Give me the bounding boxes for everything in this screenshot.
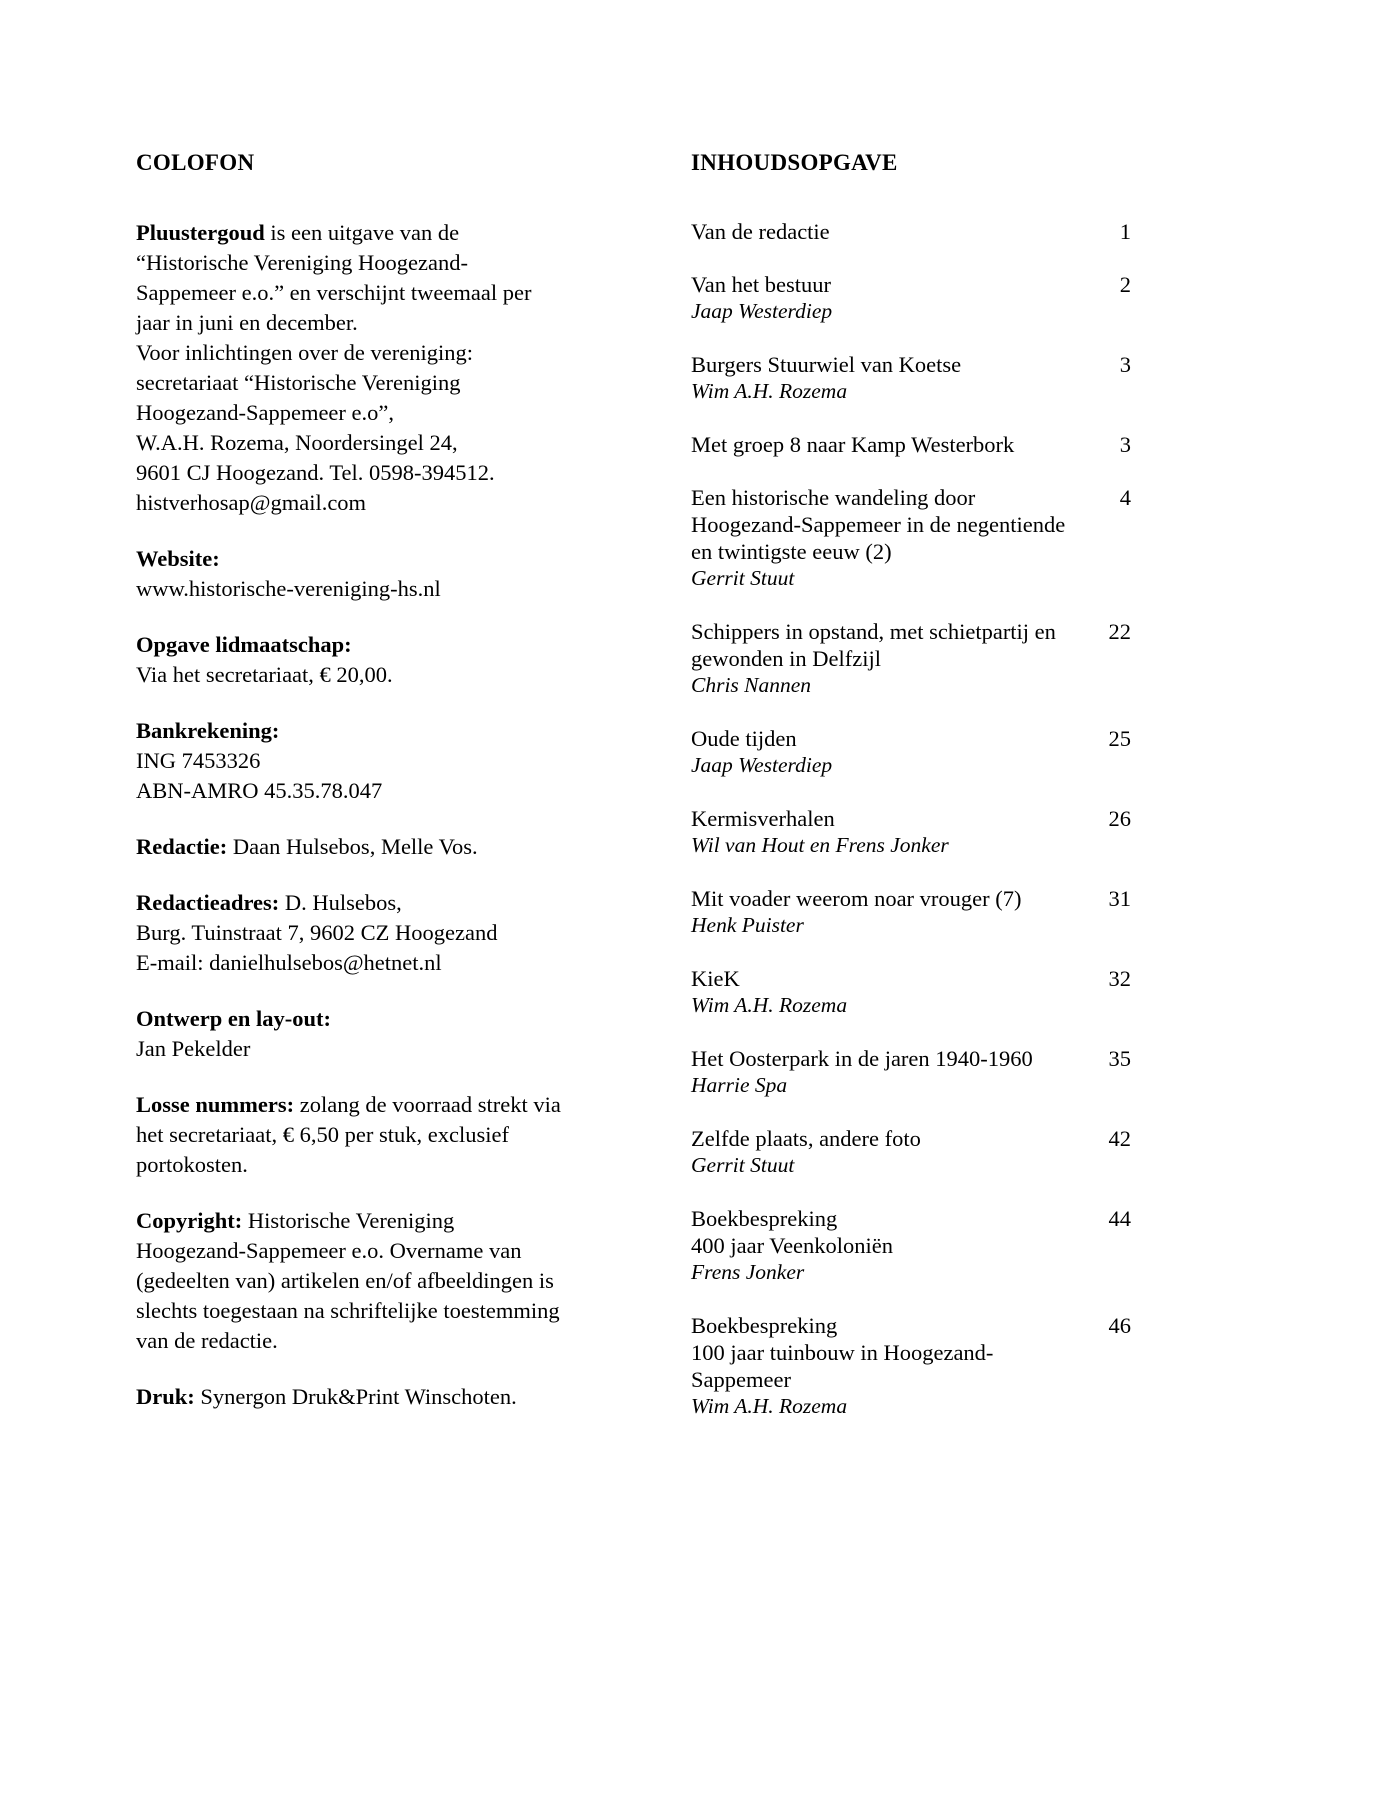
bank-line: ABN-AMRO 45.35.78.047 xyxy=(136,778,383,803)
toc-entry[interactable] xyxy=(691,431,1131,458)
copyright-value: Historische Vereniging Hoogezand-Sappemeer e.o. Overname van (gedeelten van) artikelen en/of afbeeldingen is slechts toegestaan na schriftelijke toestemming van de redactie. xyxy=(136,1208,560,1353)
toc-entry-author: Wim A.H. Rozema xyxy=(691,993,848,1017)
colofon-bankrekening xyxy=(136,716,566,806)
redactieadres-label: Redactieadres: xyxy=(136,890,280,915)
toc-entry-title: Het Oosterpark in de jaren 1940-1960 xyxy=(691,1046,1033,1071)
toc-entry[interactable] xyxy=(691,351,1131,405)
colofon-contact-line: W.A.H. Rozema, Noordersingel 24, xyxy=(136,430,458,455)
colofon-contact-line: Hoogezand-Sappemeer e.o”, xyxy=(136,400,395,425)
colofon-contact-line: Voor inlichtingen over de vereniging: xyxy=(136,340,474,365)
toc-entry-title: Van de redactie xyxy=(691,219,830,244)
toc-entry-author: Wil van Hout en Frens Jonker xyxy=(691,833,949,857)
colofon-contact-line: secretariaat “Historische Vereniging xyxy=(136,370,461,395)
toc-entry-title: Kermisverhalen xyxy=(691,806,835,831)
toc-entry[interactable] xyxy=(691,1045,1131,1099)
toc-entry-page-number: 46 xyxy=(1108,1313,1131,1338)
toc-entry-title: Boekbespreking 400 jaar Veenkoloniën xyxy=(691,1206,894,1258)
lidmaatschap-label: Opgave lidmaatschap: xyxy=(136,632,352,657)
toc-entry-title: Boekbespreking 100 jaar tuinbouw in Hoogezand-Sappemeer xyxy=(691,1313,994,1392)
redactieadres-line: Burg. Tuinstraat 7, 9602 CZ Hoogezand xyxy=(136,920,498,945)
ontwerp-label: Ontwerp en lay-out: xyxy=(136,1006,331,1031)
ontwerp-value: Jan Pekelder xyxy=(136,1036,251,1061)
toc-entry[interactable] xyxy=(691,965,1131,1019)
toc-entry[interactable] xyxy=(691,885,1131,939)
toc-entry-title: Schippers in opstand, met schietpartij en gewonden in Delfzijl xyxy=(691,619,1056,671)
colofon-lidmaatschap xyxy=(136,630,566,690)
toc-entry-author: Harrie Spa xyxy=(691,1073,788,1097)
website-value: www.historische-vereniging-hs.nl xyxy=(136,576,441,601)
redactieadres-value: D. Hulsebos, xyxy=(279,890,402,915)
bank-line: ING 7453326 xyxy=(136,748,261,773)
losse-nummers-value: zolang de voorraad strekt via het secretariaat, € 6,50 per stuk, exclusief portokosten. xyxy=(136,1092,561,1177)
colofon-heading: COLOFON xyxy=(136,150,255,175)
colofon-column xyxy=(136,150,566,1438)
toc-entry-title: Oude tijden xyxy=(691,726,797,751)
colofon-contact xyxy=(136,338,566,518)
colofon-intro-text: is een uitgave van de “Historische Vereniging Hoogezand-Sappemeer e.o.” en verschijnt tweemaal per jaar in juni en december. xyxy=(136,220,532,335)
toc-entry-page-number: 3 xyxy=(1119,432,1131,457)
colofon-copyright xyxy=(136,1206,566,1356)
toc-entry-page-number: 44 xyxy=(1108,1206,1131,1231)
toc-entry-author: Chris Nannen xyxy=(691,673,812,697)
website-label: Website: xyxy=(136,546,220,571)
colofon-druk xyxy=(136,1382,566,1412)
colofon-redactieadres xyxy=(136,888,566,978)
redactieadres-email: E-mail: danielhulsebos@hetnet.nl xyxy=(136,950,442,975)
colofon-contact-line: 9601 CJ Hoogezand. Tel. 0598-394512. xyxy=(136,460,495,485)
druk-label: Druk: xyxy=(136,1384,195,1409)
toc-entry-title: Met groep 8 naar Kamp Westerbork xyxy=(691,432,1015,457)
toc-entry-page-number: 1 xyxy=(1119,219,1131,244)
toc-entry[interactable] xyxy=(691,805,1131,859)
toc-entry-author: Frens Jonker xyxy=(691,1260,805,1284)
druk-value: Synergon Druk&Print Winschoten. xyxy=(194,1384,517,1409)
toc-entry[interactable] xyxy=(691,1205,1131,1286)
toc-entry-page-number: 3 xyxy=(1119,352,1131,377)
toc-entry[interactable] xyxy=(691,484,1131,592)
toc-entry-author: Jaap Westerdiep xyxy=(691,753,833,777)
losse-nummers-label: Losse nummers: xyxy=(136,1092,295,1117)
toc-entry[interactable] xyxy=(691,1125,1131,1179)
toc-entry[interactable] xyxy=(691,618,1131,699)
toc-entry-page-number: 42 xyxy=(1108,1126,1131,1151)
colofon-intro xyxy=(136,218,566,338)
toc-entry-author: Wim A.H. Rozema xyxy=(691,379,848,403)
toc-entry-page-number: 32 xyxy=(1108,966,1131,991)
colofon-ontwerp xyxy=(136,1004,566,1064)
toc-entry-author: Wim A.H. Rozema xyxy=(691,1394,848,1418)
toc-entry-title: Van het bestuur xyxy=(691,272,831,297)
toc-entry-title: Mit voader weerom noar vrouger (7) xyxy=(691,886,1022,911)
toc-entry[interactable] xyxy=(691,1312,1131,1420)
colofon-redactie xyxy=(136,832,566,862)
colofon-contact-email: histverhosap@gmail.com xyxy=(136,490,367,515)
table-of-contents xyxy=(691,218,1131,1420)
toc-entry-page-number: 35 xyxy=(1108,1046,1131,1071)
bank-label: Bankrekening: xyxy=(136,718,280,743)
redactie-label: Redactie: xyxy=(136,834,228,859)
inhoudsopgave-heading: INHOUDSOPGAVE xyxy=(691,150,898,175)
toc-entry-title: KieK xyxy=(691,966,740,991)
redactie-value: Daan Hulsebos, Melle Vos. xyxy=(227,834,478,859)
toc-entry-title: Zelfde plaats, andere foto xyxy=(691,1126,921,1151)
toc-entry-author: Gerrit Stuut xyxy=(691,566,795,590)
page-columns xyxy=(0,150,1390,1446)
toc-entry-page-number: 31 xyxy=(1108,886,1131,911)
toc-entry-page-number: 25 xyxy=(1108,726,1131,751)
toc-entry-page-number: 26 xyxy=(1108,806,1131,831)
colofon-website xyxy=(136,544,566,604)
toc-entry-author: Jaap Westerdiep xyxy=(691,299,833,323)
toc-entry-author: Gerrit Stuut xyxy=(691,1153,795,1177)
toc-entry[interactable] xyxy=(691,725,1131,779)
copyright-label: Copyright: xyxy=(136,1208,243,1233)
toc-entry-title: Een historische wandeling door Hoogezand-Sappemeer in de negentiende en twintigste eeuw (2) xyxy=(691,485,1066,564)
toc-entry[interactable] xyxy=(691,218,1131,245)
toc-entry-title: Burgers Stuurwiel van Koetse xyxy=(691,352,962,377)
inhoudsopgave-column xyxy=(691,150,1131,1446)
toc-entry-page-number: 4 xyxy=(1119,485,1131,510)
toc-entry-author: Henk Puister xyxy=(691,913,804,937)
lidmaatschap-value: Via het secretariaat, € 20,00. xyxy=(136,662,393,687)
toc-entry-page-number: 2 xyxy=(1119,272,1131,297)
colofon-losse-nummers xyxy=(136,1090,566,1180)
toc-entry[interactable] xyxy=(691,271,1131,325)
toc-entry-page-number: 22 xyxy=(1108,619,1131,644)
colofon-intro-title: Pluustergoud xyxy=(136,220,265,245)
